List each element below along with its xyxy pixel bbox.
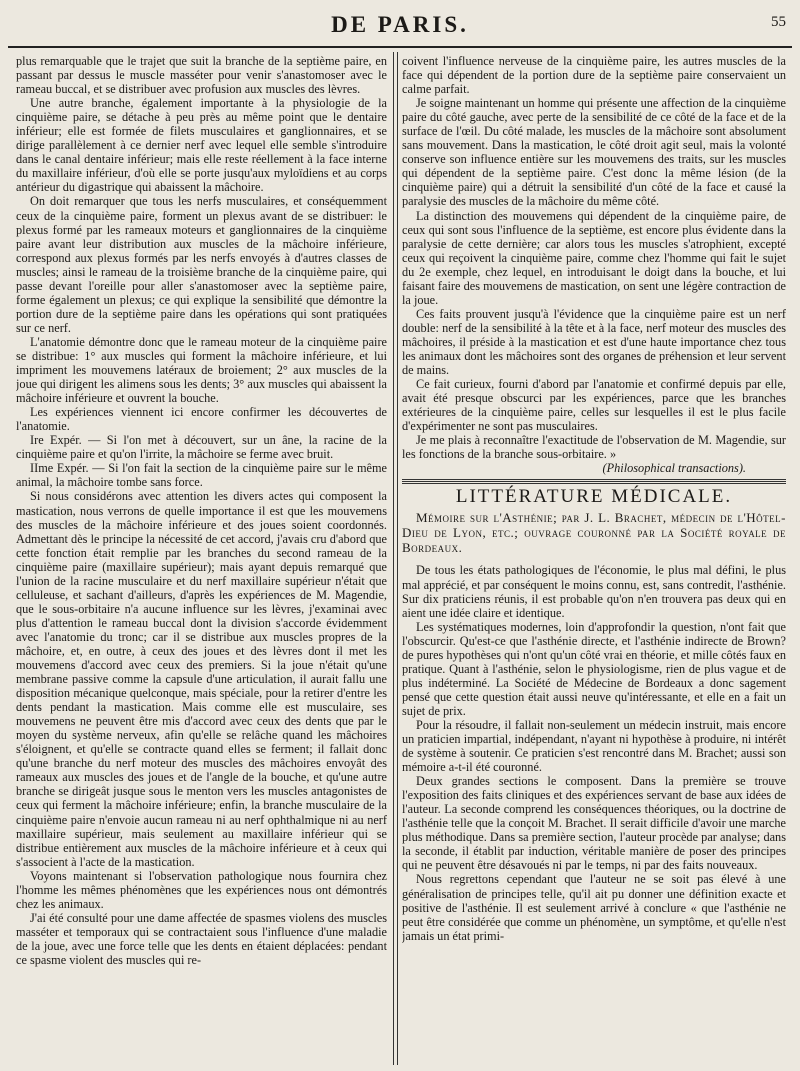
citation-signature bbox=[402, 461, 786, 475]
column-rule bbox=[397, 52, 398, 1065]
paragraph: Une autre branche, également importante à la physiologie de la cinquième paire, se détache à peu près au même point que le dentaire inférieur; elle est formée de filets musculaires et ganglionnaires, et se dirige parallèlement à ce dernier nerf avec lequel elle semble s'introduire dans le canal dentaire inférieur; mais elle reste réellement à la face interne du maxillaire inférieur, d'où elle se porte jusqu'aux myloïdiens et au corps antérieur du digastrique qui abaissent la mâchoire. bbox=[16, 96, 387, 195]
paragraph: Nous regrettons cependant que l'auteur ne se soit pas élevé à une généralisation de principes telle, qu'il ait pu donner une définition exacte et positive de l'asthénie. Il est seulement arrivé à conclure « que l'asthénie ne peut être considérée que comme un phénomène, un symptôme, et qu'elle n'est jamais un état primi- bbox=[402, 872, 786, 943]
citation-text: (Philosophical transactions). bbox=[602, 461, 746, 476]
section-divider bbox=[402, 481, 786, 484]
paragraph: Ire Expér. — Si l'on met à découvert, sur un âne, la racine de la cinquième paire et qu'on l'irrite, la mâchoire se ferme avec bruit. bbox=[16, 433, 387, 462]
paragraph: Ce fait curieux, fourni d'abord par l'anatomie et confirmé depuis par elle, avait été presque obscurci par les expériences, parce que les branches extérieures de la cinquième paire, celles sur lesquelles il est le plus facile d'expérimenter ne sont pas musculaires. bbox=[402, 377, 786, 434]
paragraph: De tous les états pathologiques de l'économie, le plus mal défini, le plus mal apprécié, et par conséquent le moins connu, est, sans contredit, l'asthénie. Sur dix praticiens réunis, il est probable qu'on n'en trouvera pas deux qui en aient une idée claire et identique. bbox=[402, 563, 786, 620]
review-heading: Mémoire sur l'Asthénie; par J. L. Brachet, médecin de l'Hôtel-Dieu de Lyon, etc.; ouvrage couronné par la Société royale de Bordeaux. bbox=[402, 510, 786, 556]
paragraph: L'anatomie démontre donc que le rameau moteur de la cinquième paire se distribue: 1° aux muscles qui forment la mâchoire inférieure, et lui impriment les mouvemens latéraux de broiement; 2° aux muscles de la joue qui dirigent les alimens sous les dents; 3° aux muscles qui abaissent la mâchoire inférieure et ouvrent la bouche. bbox=[16, 334, 387, 406]
paragraph: On doit remarquer que tous les nerfs musculaires, et conséquemment ceux de la cinquième paire, forment un plexus avant de se distribuer: le plexus formé par les rameaux moteurs et ganglionnaires de la cinquième paire avant leur distribution aux muscles de la mâchoire inférieure, correspond aux plexus formés par les nerfs envoyés à d'autres classes de muscles; ainsi le rameau de la troisième branche de la cinquième paire, qui passe devant l'oreille pour aller s'anastomoser avec la septième paire, forme également un plexus; ce qui explique la sensibilité que démontre la portion dure de la septième paire dans les opérations qui sont pratiquées sur ce nerf. bbox=[16, 194, 387, 335]
section-title: LITTÉRATURE MÉDICALE. bbox=[455, 486, 733, 508]
page-header bbox=[8, 12, 792, 48]
paragraph: La distinction des mouvemens qui dépendent de la cinquième paire, de ceux qui sont sous l'influence de la septième, est encore plus évidente dans la paralysie de cette dernière; car alors tous les muscles s'atrophient, excepté ceux qui reçoivent la cinquième paire, comme chez l'homme qui fait le sujet du 2e exemple, chez lequel, en introduisant le doigt dans la bouche, et lui faisant faire des mouvemens de mastication, on sent une légère contraction de la joue. bbox=[402, 208, 786, 307]
paragraph: Pour la résoudre, il fallait non-seulement un médecin instruit, mais encore un praticien impartial, indépendant, n'ayant ni hypothèse à produire, ni intérêt de système à soutenir. Ce praticien s'est rencontré dans M. Brachet; aussi son mémoire a-t-il été couronné. bbox=[402, 717, 786, 775]
page-title: DE PARIS. bbox=[331, 12, 469, 37]
left-column bbox=[16, 54, 387, 1065]
paragraph: plus remarquable que le trajet que suit la branche de la septième paire, en passant par dessus le muscle masséter pour venir s'anastomoser avec le rameau buccal, et se distribuer avec profusion aux muscles des lèvres. bbox=[16, 54, 387, 97]
paragraph: Ces faits prouvent jusqu'à l'évidence que la cinquième paire est un nerf double: nerf de la sensibilité à la tête et à la face, nerf moteur des muscles des mâchoires, il préside à la mastication et est d'une haute importance chez tous les animaux dont les mâchoires sont des organes de préhension et leur servent de mains. bbox=[402, 306, 786, 378]
column-rule bbox=[393, 52, 394, 1065]
paragraph: coivent l'influence nerveuse de la cinquième paire, les autres muscles de la face qui dépendent de la portion dure de la septième paire conservaient un calme parfait. bbox=[402, 54, 786, 97]
section-divider bbox=[402, 479, 786, 480]
paragraph: Les systématiques modernes, loin d'approfondir la question, n'ont fait que l'obscurcir. Qu'est-ce que l'asthénie directe, et l'asthénie indirecte de Brown? de pures hypothèses qui n'ont qu'un côté vrai en théorie, et mille côtés faux en pratique. Quant à l'asthénie, selon le physiologisme, rien de plus vague et de plus indéterminé. La Société de Médecine de Bordeaux a donc sagement pensé que cette question était aussi neuve qu'intéressante, et elle en a fait un sujet de prix. bbox=[402, 619, 786, 718]
paragraph: IIme Expér. — Si l'on fait la section de la cinquième paire sur le même animal, la mâchoire tombe sans force. bbox=[16, 461, 387, 490]
paragraph: Deux grandes sections le composent. Dans la première se trouve l'exposition des faits cliniques et des expériences servant de base aux idées de l'auteur. La seconde comprend les conséquences théoriques, ou la doctrine de l'asthénie telle que la conçoit M. Brachet. Il serait difficile d'avoir une marche plus méthodique. Dans sa première section, l'auteur procède par analyse; dans la seconde, il établit par induction, véritable manière de poser des principes qui ne peuvent être désavoués ni par le temps, ni par des faits nouveaux. bbox=[402, 774, 786, 873]
paragraph: Si nous considérons avec attention les divers actes qui composent la mastication, nous verrons de quelle importance il est que les mouvemens des muscles de la mâchoire inférieure et des joues soient coordonnés. Admettant dès le principe la nécessité de cet accord, j'avais cru d'abord que cette fonction était remplie par les branches du second rameau de la cinquième paire (maxillaire supérieur); mais ayant depuis remarqué que l'union de la racine musculaire et du nerf maxillaire supérieur n'était que celluleuse, et sachant d'ailleurs, d'après les expériences de M. Magendie, que le sous-orbitaire n'a aucune influence sur les lèvres, j'examinai avec plus d'attention le rameau buccal dont la division s'accorde évidemment avec l'anatomie du tronc; car il se distribue aux muscles propres de la mâchoire, et, en outre, à ceux des joues et des lèvres dont il met les mouvemens d'accord avec ceux des premiers. Si la joue n'était qu'une membrane passive comme la capsule d'une articulation, il aurait fallu une disposition mécanique quelconque, mais spéciale, pour la retirer d'entre les dents pendant la mastication. Mais comme elle est musculaire, ses mouvemens ne peuvent être mis d'accord avec ceux des dents que par le moyen du système nerveux, afin qu'elle se relâche quand les mâchoires s'éloignent, et qu'elle se contracte quand elles se ferment; il fallait donc qu'une branche du nerf moteur des muscles des mâchoires envoyât des rameaux aux muscles des joues et de l'angle de la bouche, et qu'une autre branche se dirigeât jusque sous le menton vers les muscles antagonistes de ceux qui ferment la mâchoire inférieure; enfin, la branche musculaire de la cinquième paire n'envoie aucun rameau ni au nerf ophthalmique ni au nerf maxillaire supérieur, mais seulement au maxillaire inférieur qui se distribue entièrement aux muscles de la mâchoire inférieure et à ceux qui s'associent à l'acte de la mastication. bbox=[16, 489, 387, 869]
paragraph: Les expériences viennent ici encore confirmer les découvertes de l'anatomie. bbox=[16, 405, 387, 434]
page-number: 55 bbox=[771, 14, 786, 30]
paragraph: Je me plais à reconnaître l'exactitude de l'observation de M. Magendie, sur les fonctions de la branche sous-orbitaire. » bbox=[402, 433, 786, 462]
right-column bbox=[402, 54, 786, 1065]
paragraph: Voyons maintenant si l'observation pathologique nous fournira chez l'homme les mêmes phénomènes que les expériences nous ont démontrés chez les animaux. bbox=[16, 868, 387, 911]
paragraph: Je soigne maintenant un homme qui présente une affection de la cinquième paire du côté gauche, avec perte de la sensibilité de ce côté de la face et de la surface de l'œil. Du côté malade, les muscles de la mâchoire sont absolument sans mouvement. Dans la mastication, le côté droit agit seul, mais la volonté conserve son influence entière sur les mouvemens des traits, sur les muscles qui dépendent de la septième paire. C'est donc la même lésion (de la cinquième paire) qui a détruit la sensibilité d'un côté de la face et causé la paralysie des muscles de la mâchoire du même côté. bbox=[402, 96, 786, 209]
paragraph: J'ai été consulté pour une dame affectée de spasmes violens des muscles masséter et temporaux qui se contractaient sous l'influence d'une maladie de la joue, avec une force telle que les dents en étaient déplacées: pendant ce spasme violent des muscles qui re- bbox=[16, 910, 387, 967]
